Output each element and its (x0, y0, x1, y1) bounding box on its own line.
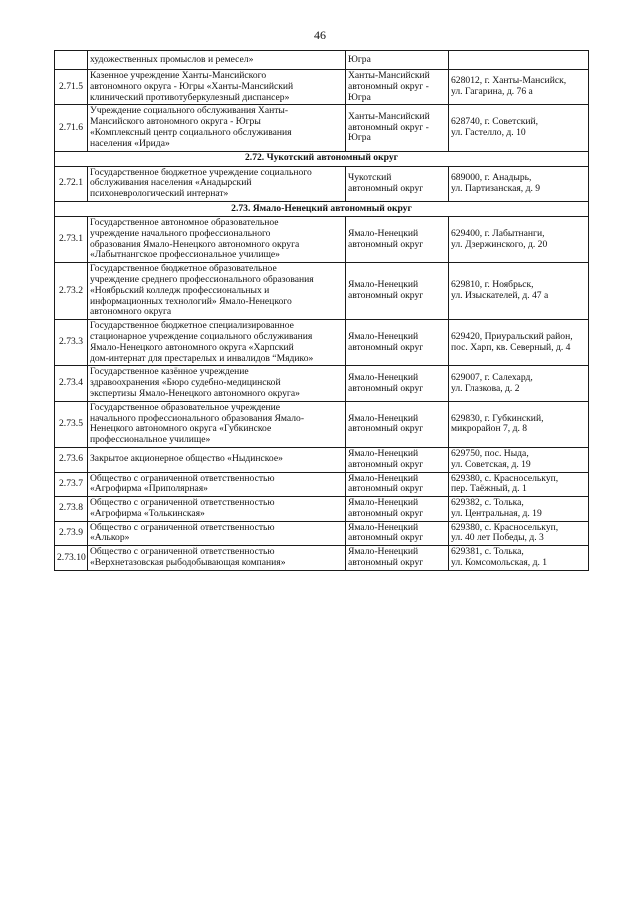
institution-name-cell (88, 497, 346, 522)
section-header-row (55, 201, 589, 216)
section-header-row (55, 151, 589, 166)
region-line: Ямало-Ненецкий (348, 330, 419, 342)
region-line: Ханты-Мансийский (348, 110, 430, 122)
table-row (55, 447, 589, 472)
address-line: ул. Дзержинского, д. 20 (451, 238, 548, 250)
address-line: 629420, Приуральский район, (451, 330, 573, 342)
region-cell (346, 546, 449, 571)
institution-name-line: Ненецкого автономного округа «Губкинское (90, 423, 272, 435)
address-cell (449, 166, 589, 201)
address-cell (449, 216, 589, 262)
region-cell (346, 216, 449, 262)
institution-name-line: Общество с ограниченной ответственностью (90, 497, 275, 509)
region-cell (346, 366, 449, 401)
address-line: ул. Партизанская, д. 9 (451, 182, 541, 194)
region-cell (346, 521, 449, 546)
page-number: 46 (314, 28, 326, 42)
address-line: 629750, пос. Ныда, (451, 447, 529, 459)
region-line: Ямало-Ненецкий (348, 447, 419, 459)
continuation-row (55, 51, 589, 70)
table-row (55, 497, 589, 522)
institution-name-line: Государственное бюджетное специализированное (90, 320, 294, 332)
institution-name-line: «Лабытнангское профессиональное училище» (90, 249, 280, 261)
institution-name-line: автономного округа - Югры «Ханты-Мансийский (90, 80, 294, 92)
institution-name-cell (88, 263, 346, 320)
institution-name-line: художественных промыслов и ремесел» (90, 53, 254, 65)
address-cell (449, 263, 589, 320)
row-number-cell: 2.73.7 (55, 472, 88, 497)
region-line: автономный округ (348, 182, 424, 194)
region-line: Ямало-Ненецкий (348, 412, 419, 424)
address-line: 629380, с. Красноселькуп, (451, 472, 559, 484)
region-line: автономный округ (348, 341, 424, 353)
address-line: 629382, с. Толька, (451, 497, 524, 509)
address-line: 689000, г. Анадырь, (451, 171, 532, 183)
region-line: Ямало-Ненецкий (348, 497, 419, 509)
address-cell (449, 401, 589, 447)
region-line: Ямало-Ненецкий (348, 521, 419, 533)
address-cell (449, 497, 589, 522)
institution-name-line: здравоохранения «Бюро судебно-медицинской (90, 377, 281, 389)
address-line: 629400, г. Лабытнанги, (451, 227, 545, 239)
region-line: Югра (348, 53, 371, 65)
institution-name-line: «Верхнетазовская рыбодобывающая компания» (90, 557, 286, 569)
institution-name-line: Учреждение социального обслуживания Ханты- (90, 105, 289, 117)
row-number-cell: 2.73.3 (55, 320, 88, 366)
region-line: Югра (348, 91, 371, 103)
address-line: 629381, с. Толька, (451, 546, 524, 558)
institution-name-cell (88, 51, 346, 70)
institution-name-cell (88, 216, 346, 262)
table-row (55, 263, 589, 320)
institution-name-line: экспертизы Ямало-Ненецкого автономного округа» (90, 387, 300, 399)
region-cell (346, 263, 449, 320)
institution-name-line: начального профессионального образования Ямало- (90, 412, 305, 424)
row-number-cell: 2.73.9 (55, 521, 88, 546)
institution-name-cell (88, 546, 346, 571)
region-line: Ямало-Ненецкий (348, 472, 419, 484)
institution-name-line: учреждение начального профессионального (90, 227, 271, 239)
address-line: пер. Таёжный, д. 1 (451, 483, 527, 495)
institution-name-line: Государственное казённое учреждение (90, 366, 249, 378)
row-number-cell: 2.73.6 (55, 447, 88, 472)
region-line: автономный округ (348, 458, 424, 470)
institution-name-line: «Алькор» (90, 532, 130, 544)
address-cell (449, 546, 589, 571)
region-line: автономный округ - (348, 121, 429, 133)
institution-name-line: Общество с ограниченной ответственностью (90, 472, 275, 484)
institution-name-cell (88, 401, 346, 447)
institution-name-line: «Ноябрьский колледж профессиональных и (90, 284, 270, 296)
section-title: 2.73. Ямало-Ненецкий автономный округ (55, 201, 589, 216)
institution-name-line: Государственное бюджетное учреждение социального (90, 166, 312, 178)
region-cell (346, 320, 449, 366)
institution-name-line: «Комплексный центр социального обслуживания (90, 126, 292, 138)
institution-name-cell (88, 521, 346, 546)
address-cell (449, 105, 589, 151)
address-line: ул. 40 лет Победы, д. 3 (451, 532, 544, 544)
institution-name-line: информационных технологий» Ямало-Ненецкого (90, 295, 292, 307)
address-line: 628740, г. Советский, (451, 116, 539, 128)
table-row (55, 70, 589, 105)
address-line: 628012, г. Ханты-Мансийск, (451, 75, 567, 87)
region-line: автономный округ (348, 290, 424, 302)
row-number-cell (55, 51, 88, 70)
institution-name-line: Государственное образовательное учреждение (90, 401, 280, 413)
institution-name-line: образования Ямало-Ненецкого автономного округа (90, 238, 300, 250)
row-number-cell: 2.73.10 (55, 546, 88, 571)
region-line: Чукотский (348, 171, 392, 183)
address-line: ул. Гастелло, д. 10 (451, 126, 526, 138)
institution-name-line: Ямало-Ненецкого автономного округа «Харпский (90, 341, 294, 353)
address-line: ул. Центральная, д. 19 (451, 507, 542, 519)
institution-name-line: Закрытое акционерное общество «Ныдинское» (90, 453, 283, 465)
row-number-cell: 2.72.1 (55, 166, 88, 201)
address-line: ул. Гагарина, д. 76 а (451, 86, 533, 98)
region-line: автономный округ - (348, 80, 429, 92)
institution-name-line: клинический противотуберкулезный диспансер» (90, 91, 290, 103)
institution-name-cell (88, 105, 346, 151)
address-cell (449, 447, 589, 472)
region-line: автономный округ (348, 557, 424, 569)
region-line: автономный округ (348, 423, 424, 435)
table-row (55, 401, 589, 447)
row-number-cell: 2.73.2 (55, 263, 88, 320)
region-line: автономный округ (348, 238, 424, 250)
row-number-cell: 2.73.4 (55, 366, 88, 401)
region-line: автономный округ (348, 382, 424, 394)
address-line: 629380, с. Красноселькуп, (451, 521, 559, 533)
section-title: 2.72. Чукотский автономный округ (55, 151, 589, 166)
address-cell (449, 472, 589, 497)
row-number-cell: 2.73.5 (55, 401, 88, 447)
address-line: 629830, г. Губкинский, (451, 412, 544, 424)
table-row (55, 472, 589, 497)
region-line: автономный округ (348, 507, 424, 519)
row-number-cell: 2.73.8 (55, 497, 88, 522)
table-row (55, 320, 589, 366)
institution-name-line: Общество с ограниченной ответственностью (90, 546, 275, 558)
region-line: Югра (348, 132, 371, 144)
institutions-table (54, 50, 589, 571)
institution-name-cell (88, 320, 346, 366)
institution-name-line: Общество с ограниченной ответственностью (90, 521, 275, 533)
institution-name-line: Государственное автономное образовательное (90, 216, 279, 228)
institution-name-line: обслуживания населения «Анадырский (90, 177, 252, 189)
institution-name-line: населения «Ирида» (90, 137, 170, 149)
institution-name-line: дом-интернат для престарелых и инвалидов “Мядико» (90, 352, 314, 364)
region-line: автономный округ (348, 532, 424, 544)
region-cell (346, 401, 449, 447)
address-line: ул. Советская, д. 19 (451, 458, 531, 470)
region-cell (346, 497, 449, 522)
address-line: микрорайон 7, д. 8 (451, 423, 528, 435)
table-row (55, 546, 589, 571)
institution-name-line: автономного округа (90, 306, 172, 318)
address-line: ул. Глазкова, д. 2 (451, 382, 520, 394)
region-line: Ямало-Ненецкий (348, 279, 419, 291)
region-cell (346, 70, 449, 105)
region-cell (346, 166, 449, 201)
institution-name-cell (88, 166, 346, 201)
region-cell (346, 447, 449, 472)
address-cell (449, 521, 589, 546)
region-cell (346, 51, 449, 70)
region-line: Ханты-Мансийский (348, 70, 430, 81)
row-number-cell: 2.73.1 (55, 216, 88, 262)
institution-name-line: учреждение среднего профессионального образования (90, 273, 314, 285)
table-row (55, 166, 589, 201)
address-cell (449, 70, 589, 105)
table-row (55, 216, 589, 262)
institution-name-line: стационарное учреждение социального обслуживания (90, 330, 313, 342)
address-line: ул. Изыскателей, д. 47 а (451, 290, 549, 302)
institution-name-line: профессиональное училище» (90, 434, 211, 446)
region-cell (346, 105, 449, 151)
region-line: автономный округ (348, 483, 424, 495)
table-row (55, 521, 589, 546)
address-line: 629810, г. Ноябрьск, (451, 279, 534, 291)
address-cell (449, 366, 589, 401)
row-number-cell: 2.71.5 (55, 70, 88, 105)
address-line: 629007, г. Салехард, (451, 371, 533, 383)
institution-name-line: Мансийского автономного округа - Югры (90, 116, 261, 128)
region-line: Ямало-Ненецкий (348, 371, 419, 383)
address-line: пос. Харп, кв. Северный, д. 4 (451, 341, 571, 353)
address-cell (449, 320, 589, 366)
institution-name-line: Казенное учреждение Ханты-Мансийского (90, 70, 267, 81)
institution-name-cell (88, 70, 346, 105)
institution-name-cell (88, 366, 346, 401)
row-number-cell: 2.71.6 (55, 105, 88, 151)
table-row (55, 366, 589, 401)
institutions-table-body (55, 51, 589, 571)
address-cell (449, 51, 589, 70)
region-cell (346, 472, 449, 497)
institution-name-cell (88, 447, 346, 472)
institution-name-line: Государственное бюджетное образовательное (90, 263, 277, 275)
institution-name-line: «Агрофирма «Приполярная» (90, 483, 208, 495)
region-line: Ямало-Ненецкий (348, 227, 419, 239)
address-line: ул. Комсомольская, д. 1 (451, 557, 548, 569)
institution-name-line: психоневрологический интернат» (90, 188, 229, 200)
table-row (55, 105, 589, 151)
institution-name-line: «Агрофирма «Толькинская» (90, 507, 205, 519)
region-line: Ямало-Ненецкий (348, 546, 419, 558)
institution-name-cell (88, 472, 346, 497)
